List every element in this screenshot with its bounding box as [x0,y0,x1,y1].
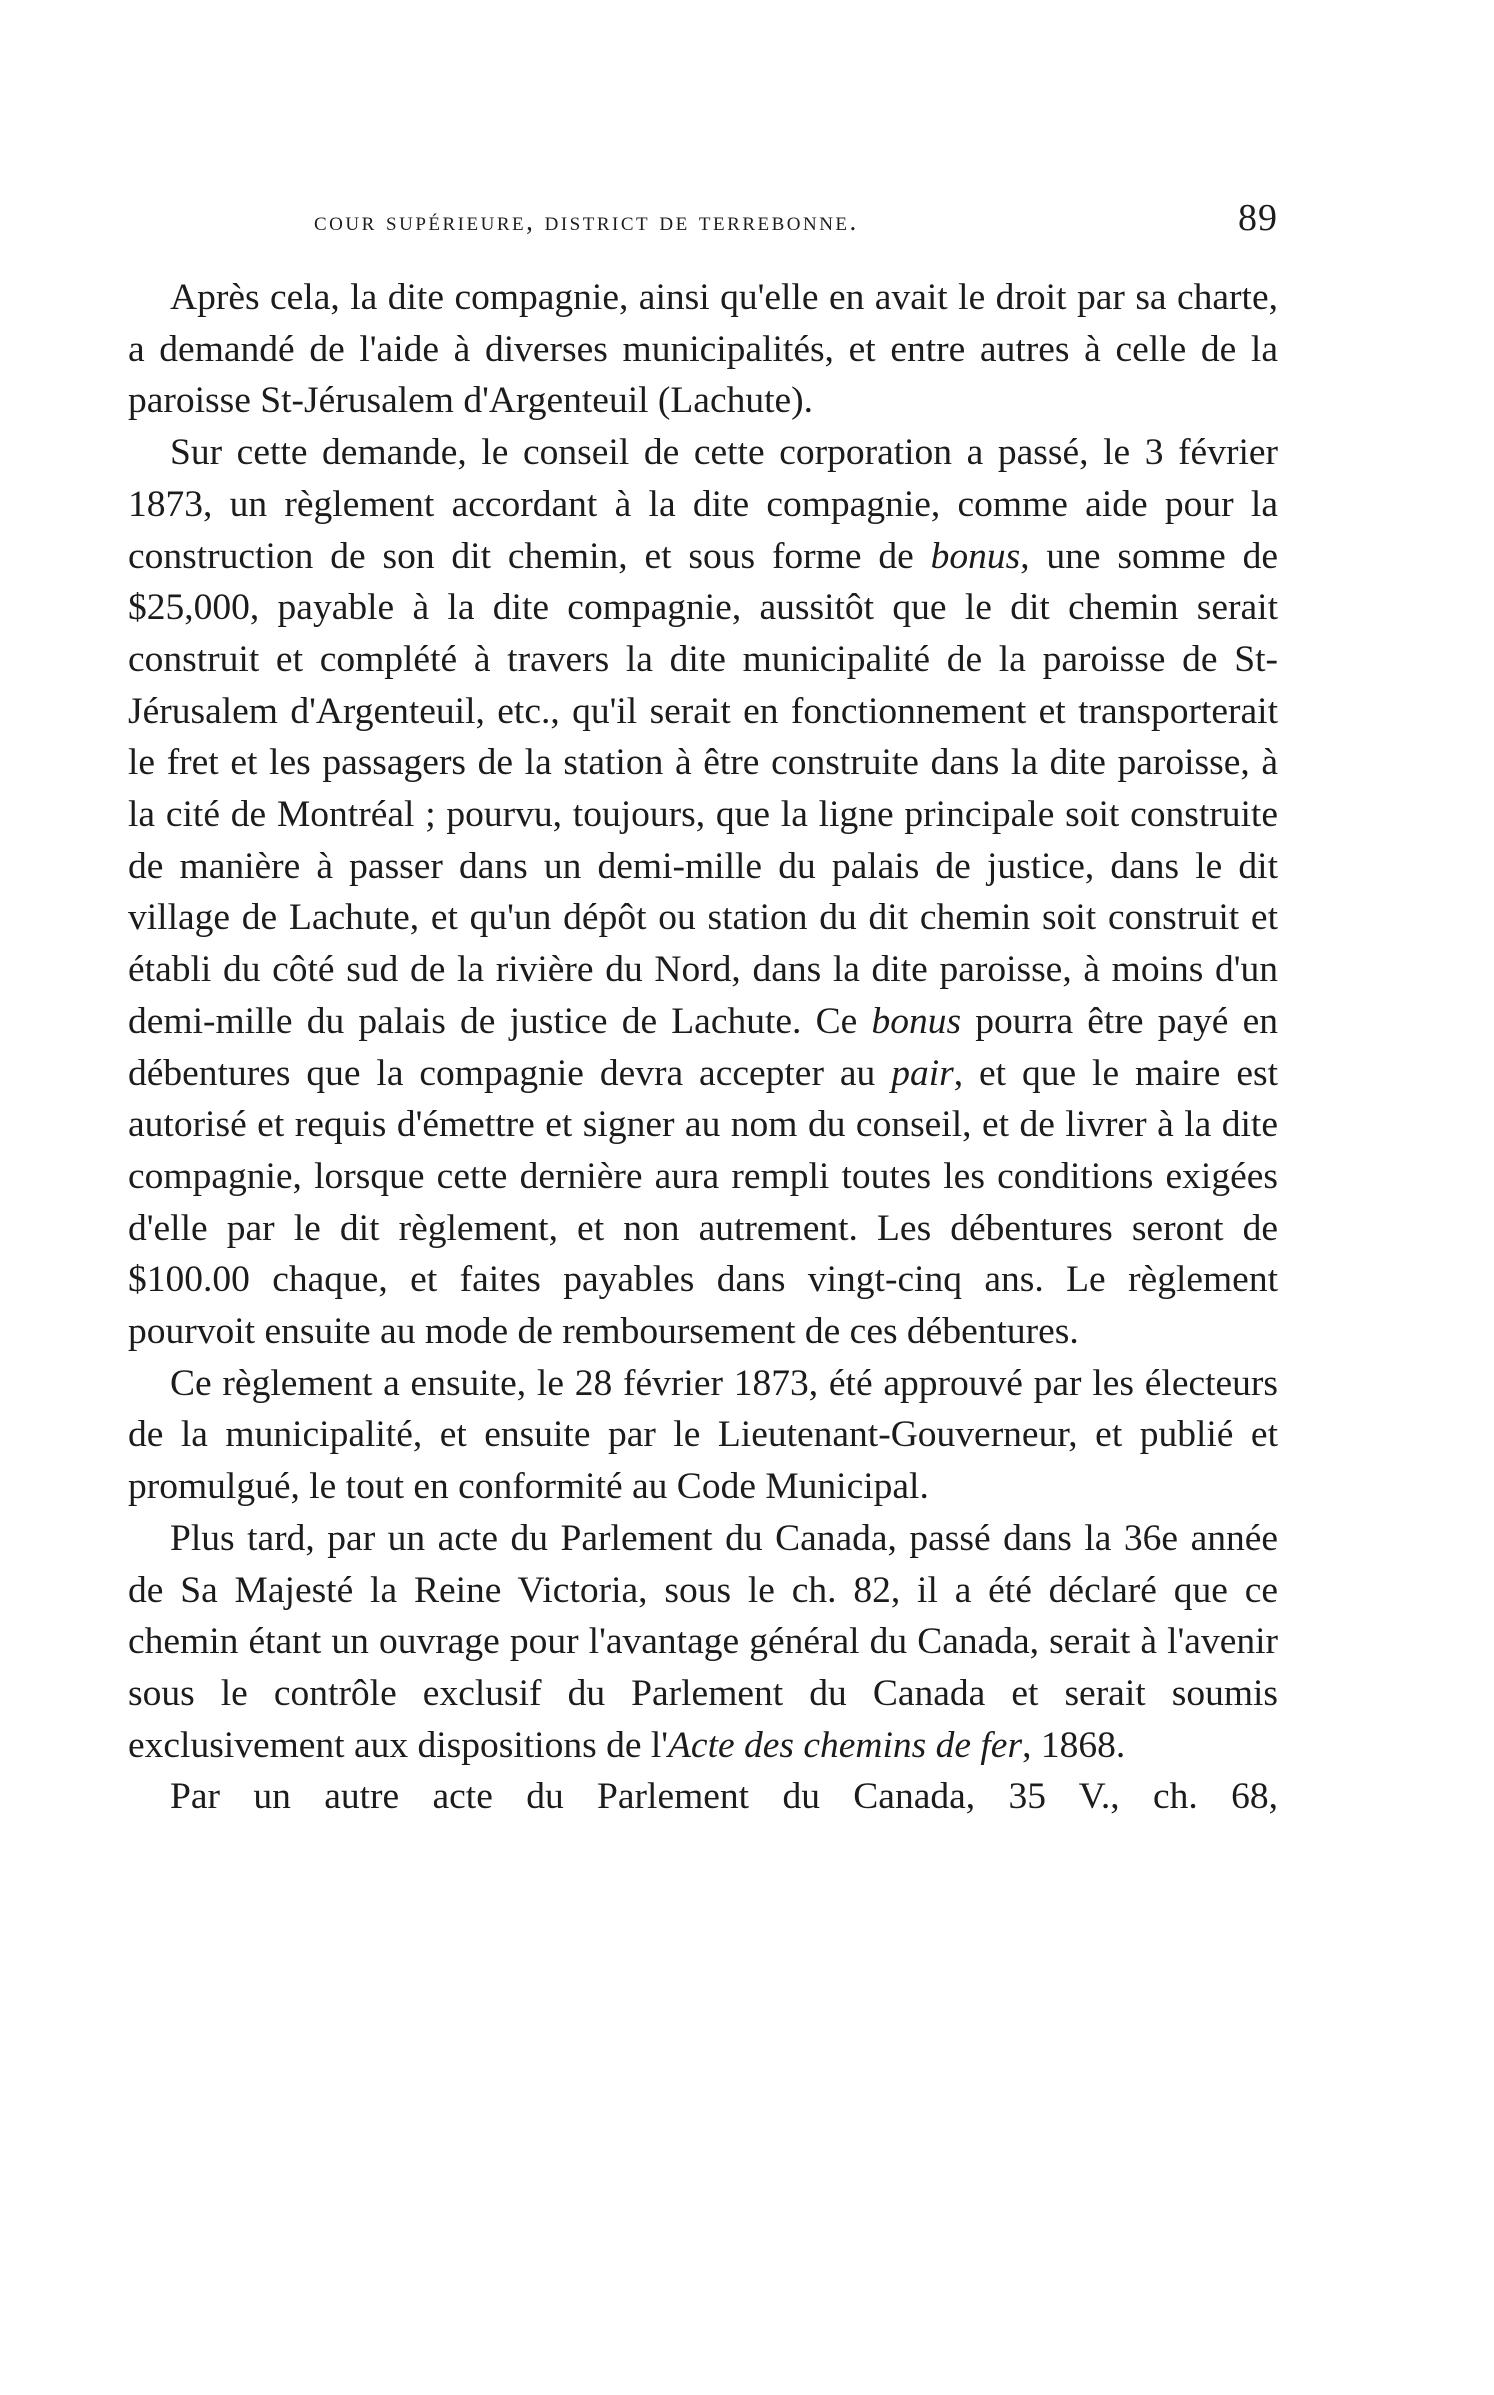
page-number: 89 [1238,197,1278,239]
paragraph-5 [128,1771,1278,1823]
running-title: cour supérieure, district de terrebonne. [314,206,859,236]
paragraph-4-text-part-1: Plus tard, par un acte du Parlement du Canada, passé dans la 36e année de Sa Majesté la Reine Victoria, sous le ch. 82, il a été déclaré que ce chemin étant un ouvrage pour l'avantage général du Canada, serait à l'avenir sous le contrôle exclusif du Parlement du Canada et serait soumis exclusivement aux dispositions de l' [128,1517,1278,1766]
paragraph-1-text: Après cela, la dite compagnie, ainsi qu'elle en avait le droit par sa charte, a demandé de l'aide à diverses municipalités, et entre autres à celle de la paroisse St-Jérusalem d'Argenteuil (Lachute). [128,277,1278,422]
italic-act-title: Acte des chemins de fer [668,1724,1023,1766]
paragraph-5-text: Par un autre acte du Parlement du Canada, 35 V., ch. 68, [170,1776,1278,1818]
paragraph-3 [128,1358,1278,1513]
paragraph-2 [128,427,1278,1358]
paragraph-2-text-part-3: pourra être payé en débentures que la compagnie devra accepter au [128,1000,1279,1094]
paragraph-2-text-part-2: , une somme de $25,000, payable à la dite compagnie, aussitôt que le dit chemin serait construit et complété à travers la dite municipalité de la paroisse de St-Jérusalem d'Argenteuil, etc., qu'il serait en fonctionnement et transporterait le fret et les passagers de la station à être construite dans la dite paroisse, à la cité de Montréal ; pourvu, toujours, que la ligne principale soit construite de manière à passer dans un demi-mille du palais de justice, dans le dit village de Lachute, et qu'un dépôt ou station du dit chemin soit construit et établi du côté sud de la rivière du Nord, dans la dite paroisse, à moins d'un demi-mille du palais de justice de Lachute. Ce [128,535,1278,1042]
paragraph-4 [128,1513,1278,1772]
running-head [128,196,1278,256]
paragraph-1 [128,272,1278,427]
paragraph-4-text-part-2: , 1868. [1022,1724,1126,1766]
paragraph-2-text-part-4: , et que le maire est autorisé et requis d'émettre et signer au nom du conseil, et de livrer à la dite compagnie, lorsque cette dernière aura rempli toutes les conditions exigées d'elle par le dit règlement, et non autrement. Les débentures seront de $100.00 chaque, et faites payables dans vingt-cinq ans. Le règlement pourvoit ensuite au mode de remboursement de ces débentures. [128,1052,1278,1353]
paragraph-3-text: Ce règlement a ensuite, le 28 février 1873, été approuvé par les électeurs de la municipalité, et ensuite par le Lieutenant-Gouverneur, et publié et promulgué, le tout en conformité au Code Municipal. [128,1362,1278,1508]
italic-bonus-1: bonus [930,535,1021,577]
italic-pair: pair [891,1052,954,1094]
paragraph-2-text-part-1: Sur cette demande, le conseil de cette corporation a passé, le 3 février 1873, un règlement accordant à la dite compagnie, comme aide pour la construction de son dit chemin, et sous forme de [128,432,1278,577]
italic-bonus-2: bonus [871,1000,962,1042]
body-text [128,272,1278,1823]
